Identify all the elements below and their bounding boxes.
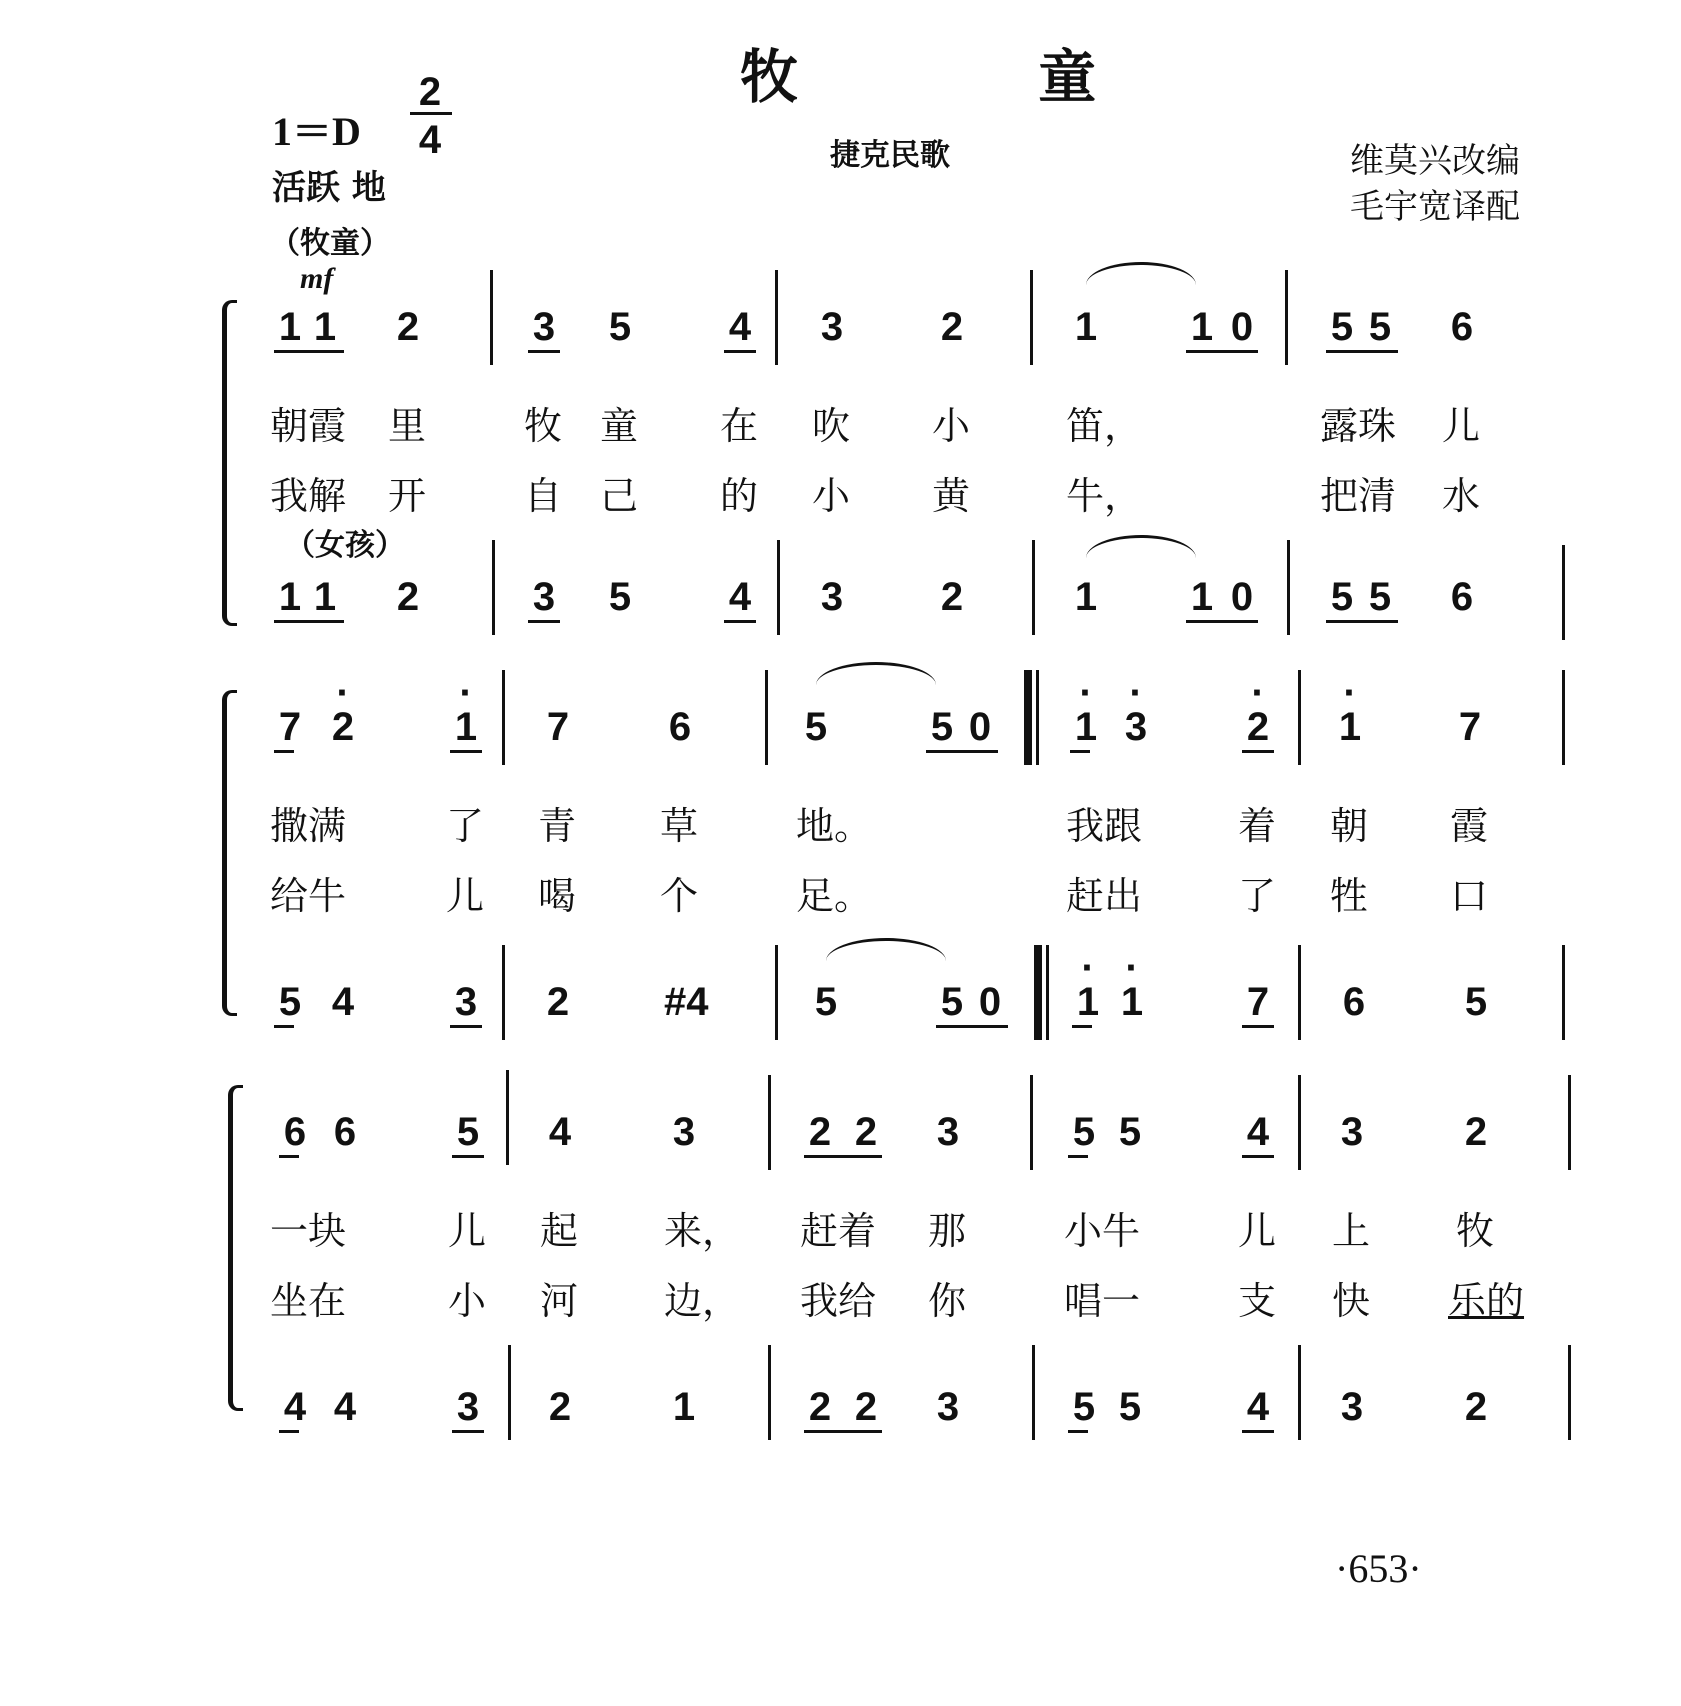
note: 7 — [1458, 705, 1482, 749]
beam — [1326, 620, 1398, 623]
lyric: 一块 — [270, 1209, 347, 1253]
barline — [777, 540, 780, 635]
lyric: 河 — [540, 1279, 579, 1323]
barline — [506, 1070, 509, 1165]
barline — [768, 1345, 771, 1440]
beam — [452, 1155, 484, 1158]
barline — [502, 670, 505, 765]
time-signature-top: 2 — [418, 70, 442, 114]
note: 1 — [278, 575, 302, 619]
note: 3 — [936, 1110, 960, 1154]
note: 2 — [1464, 1110, 1488, 1154]
beam — [936, 1025, 1008, 1028]
lyric: 撒满 — [270, 804, 347, 848]
barline — [1287, 540, 1290, 635]
note: 2 — [940, 305, 964, 349]
note: 6 — [1342, 980, 1366, 1024]
lyric: 支 — [1238, 1279, 1277, 1323]
note: 6 — [1450, 575, 1474, 619]
key-signature: 1＝D — [272, 109, 361, 154]
note: · 1 — [446, 705, 486, 750]
barline — [490, 270, 493, 365]
beam — [1186, 350, 1258, 353]
barline — [1568, 1075, 1571, 1170]
note: · 2 — [1238, 705, 1278, 750]
barline — [1562, 670, 1565, 765]
note: 4 — [1246, 1110, 1270, 1154]
barline — [1562, 545, 1565, 640]
note: 4 — [728, 575, 752, 619]
note: 2 — [396, 305, 420, 349]
lyric: 儿 — [448, 1209, 487, 1253]
lyric: 喝 — [538, 874, 577, 918]
note: 7 — [546, 705, 570, 749]
beam — [1068, 1430, 1088, 1433]
lyric: 朝 — [1330, 804, 1369, 848]
note: 1 — [672, 1385, 696, 1429]
note: 2 — [1464, 1385, 1488, 1429]
beam — [274, 1025, 294, 1028]
beam — [1242, 1430, 1274, 1433]
lyric: 小牛 — [1064, 1209, 1141, 1253]
beam — [452, 1430, 484, 1433]
lyric: 来， — [664, 1209, 741, 1253]
note: 5 — [1072, 1110, 1096, 1154]
lyric: 着 — [1238, 804, 1277, 848]
barline — [1030, 1075, 1033, 1170]
tie — [826, 938, 946, 961]
note: 0 — [968, 705, 992, 749]
lyric: 快 — [1332, 1279, 1371, 1323]
note: 6 — [1450, 305, 1474, 349]
note: 2 — [854, 1110, 878, 1154]
barline — [1298, 670, 1301, 765]
note: 5 — [1368, 305, 1392, 349]
barline — [1298, 1075, 1301, 1170]
note: 4 — [548, 1110, 572, 1154]
beam — [1186, 620, 1258, 623]
time-signature-bottom: 4 — [418, 118, 442, 162]
song-origin: 捷克民歌 — [830, 138, 950, 173]
repeat-barline — [1036, 670, 1039, 765]
note: 5 — [1330, 575, 1354, 619]
lyric: 唱一 — [1064, 1279, 1141, 1323]
note: 1 — [313, 305, 337, 349]
note: 1 — [1074, 305, 1098, 349]
note: 5 — [930, 705, 954, 749]
note: 5 — [940, 980, 964, 1024]
lyric: 自 — [524, 474, 563, 518]
note: 3 — [820, 575, 844, 619]
beam — [926, 750, 998, 753]
beam — [1242, 750, 1274, 753]
note: 5 — [456, 1110, 480, 1154]
barline — [765, 670, 768, 765]
barline — [775, 270, 778, 365]
beam — [724, 350, 756, 353]
note: 0 — [1230, 575, 1254, 619]
note: 2 — [940, 575, 964, 619]
beam — [1068, 1155, 1088, 1158]
note: 7 — [278, 705, 302, 749]
lyric: 口 — [1450, 874, 1489, 918]
beam — [279, 1155, 299, 1158]
note: · 2 — [323, 705, 363, 750]
lyric: 小 — [932, 404, 971, 448]
note: 3 — [820, 305, 844, 349]
lyric: 牛， — [1066, 474, 1143, 518]
lyric: 儿 — [446, 874, 485, 918]
system-brace — [228, 1085, 243, 1411]
beam — [1326, 350, 1398, 353]
note: 2 — [854, 1385, 878, 1429]
note: 2 — [808, 1385, 832, 1429]
lyric: 儿 — [1238, 1209, 1277, 1253]
tie — [1086, 535, 1196, 558]
note: 5 — [1464, 980, 1488, 1024]
lyric: 霞 — [1450, 804, 1489, 848]
barline — [1032, 1345, 1035, 1440]
note: · 1 — [1112, 980, 1152, 1025]
lyric: 的 — [720, 474, 759, 518]
note: 3 — [532, 305, 556, 349]
note: · 1 — [1330, 705, 1370, 750]
note: 5 — [814, 980, 838, 1024]
voice-label-girl: （女孩） — [285, 528, 405, 563]
lyric: 我跟 — [1066, 804, 1143, 848]
note: 4 — [1246, 1385, 1270, 1429]
beam — [450, 750, 482, 753]
lyric: 你 — [928, 1279, 967, 1323]
note: 5 — [1330, 305, 1354, 349]
beam — [1072, 1025, 1092, 1028]
beam — [274, 350, 344, 353]
lyric: 在 — [720, 404, 759, 448]
page-title: 牧 童 — [740, 43, 1207, 111]
lyric: 小 — [448, 1279, 487, 1323]
note: 3 — [672, 1110, 696, 1154]
note: 2 — [548, 1385, 572, 1429]
note: 1 — [278, 305, 302, 349]
note: #4 — [664, 980, 709, 1024]
lyric: 儿 — [1442, 404, 1481, 448]
beam — [1242, 1155, 1274, 1158]
lyric: 水 — [1442, 474, 1481, 518]
note: 5 — [608, 305, 632, 349]
beam — [274, 750, 294, 753]
beam — [528, 350, 560, 353]
system-brace — [222, 690, 237, 1016]
repeat-barline — [1034, 945, 1042, 1040]
lyric: 了 — [1238, 874, 1277, 918]
barline — [1298, 1345, 1301, 1440]
note: 2 — [808, 1110, 832, 1154]
tempo-marking: 活跃 地 — [272, 168, 386, 208]
lyric: 朝霞 — [270, 404, 347, 448]
lyric: 牲 — [1330, 874, 1369, 918]
lyric: 里 — [388, 404, 427, 448]
lyric: 牧 — [1456, 1209, 1495, 1253]
lyric: 赶着 — [800, 1209, 877, 1253]
beam — [274, 620, 344, 623]
lyric: 那 — [928, 1209, 967, 1253]
barline — [1562, 945, 1565, 1040]
barline — [508, 1345, 511, 1440]
lyric: 露珠 — [1320, 404, 1397, 448]
note: 2 — [546, 980, 570, 1024]
note: 0 — [1230, 305, 1254, 349]
note: 3 — [532, 575, 556, 619]
note: 6 — [333, 1110, 357, 1154]
note: 0 — [978, 980, 1002, 1024]
note: 3 — [1340, 1110, 1364, 1154]
lyric: 把清 — [1320, 474, 1397, 518]
note: 2 — [396, 575, 420, 619]
lyric: 牧 — [524, 404, 563, 448]
lyric: 给牛 — [270, 874, 347, 918]
note: 1 — [1190, 575, 1214, 619]
barline — [1298, 945, 1301, 1040]
note: · 1 — [1066, 705, 1106, 750]
note: 4 — [331, 980, 355, 1024]
note: 5 — [1118, 1385, 1142, 1429]
lyric: 赶出 — [1066, 874, 1143, 918]
note: 1 — [313, 575, 337, 619]
note: 5 — [1118, 1110, 1142, 1154]
beam — [804, 1155, 882, 1158]
voice-label-boy: （牧童） — [270, 226, 390, 261]
lyric: 童 — [600, 404, 639, 448]
lyric: 开 — [388, 474, 427, 518]
barline — [775, 945, 778, 1040]
beam — [528, 620, 560, 623]
barline — [1030, 270, 1033, 365]
lyric: 己 — [600, 474, 639, 518]
repeat-barline — [1046, 945, 1049, 1040]
lyric: 个 — [660, 874, 699, 918]
note: 4 — [283, 1385, 307, 1429]
lyric: 上 — [1332, 1209, 1371, 1253]
tie — [1086, 262, 1196, 285]
note: 4 — [333, 1385, 357, 1429]
lyric: 小 — [812, 474, 851, 518]
barline — [1032, 540, 1035, 635]
note: 6 — [283, 1110, 307, 1154]
lyric: 边， — [664, 1279, 741, 1323]
note: 3 — [1340, 1385, 1364, 1429]
barline — [1568, 1345, 1571, 1440]
note: 1 — [1190, 305, 1214, 349]
beam — [450, 1025, 482, 1028]
lyric: 坐在 — [270, 1279, 347, 1323]
note: 3 — [456, 1385, 480, 1429]
barline — [768, 1075, 771, 1170]
lyric: 我给 — [800, 1279, 877, 1323]
lyric: 草 — [660, 804, 699, 848]
lyric: 吹 — [812, 404, 851, 448]
beam — [804, 1430, 882, 1433]
note: · 3 — [1116, 705, 1156, 750]
arranger-credit: 维莫兴改编 — [1350, 141, 1520, 181]
note: 7 — [1246, 980, 1270, 1024]
note: 5 — [608, 575, 632, 619]
repeat-barline — [1024, 670, 1032, 765]
lyric: 我解 — [270, 474, 347, 518]
lyric: 足。 — [796, 874, 873, 918]
lyric: 黄 — [932, 474, 971, 518]
lyric: 起 — [540, 1209, 579, 1253]
lyric: 青 — [538, 804, 577, 848]
note: 6 — [668, 705, 692, 749]
beam — [1242, 1025, 1274, 1028]
note: 5 — [1072, 1385, 1096, 1429]
beam — [279, 1430, 299, 1433]
note: 5 — [804, 705, 828, 749]
note: · 1 — [1068, 980, 1108, 1025]
note: 3 — [936, 1385, 960, 1429]
page-number: ·653· — [1335, 1546, 1422, 1591]
lyric: 地。 — [796, 804, 873, 848]
beam — [1070, 750, 1090, 753]
translator-credit: 毛宇宽译配 — [1350, 187, 1520, 227]
lyric: 笛， — [1066, 404, 1143, 448]
barline — [502, 945, 505, 1040]
system-brace — [222, 300, 237, 626]
note: 5 — [278, 980, 302, 1024]
lyric: 乐的 — [1448, 1279, 1525, 1323]
beam — [724, 620, 756, 623]
lyric: 了 — [446, 804, 485, 848]
time-signature-line — [410, 112, 452, 115]
note: 3 — [454, 980, 478, 1024]
barline — [1285, 270, 1288, 365]
barline — [492, 540, 495, 635]
tie — [816, 662, 936, 685]
note: 5 — [1368, 575, 1392, 619]
dynamic-marking: mf — [300, 262, 334, 295]
note: 1 — [1074, 575, 1098, 619]
note: 4 — [728, 305, 752, 349]
